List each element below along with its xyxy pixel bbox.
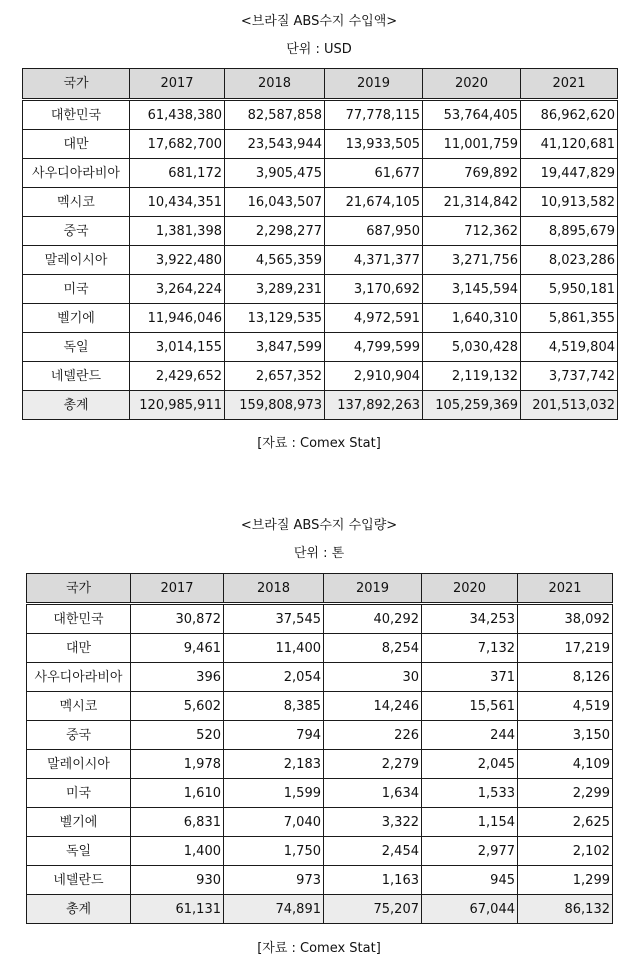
value-cell: 3,289,231 (225, 275, 325, 304)
country-cell: 대한민국 (27, 604, 131, 634)
value-cell: 2,298,277 (225, 217, 325, 246)
value-cell: 4,519,804 (521, 333, 618, 362)
table2-title: <브라질 ABS수지 수입량> (240, 518, 398, 533)
value-cell: 681,172 (130, 159, 225, 188)
value-cell: 3,905,475 (225, 159, 325, 188)
value-cell: 10,913,582 (521, 188, 618, 217)
table-header-row (27, 574, 613, 604)
value-cell: 8,895,679 (521, 217, 618, 246)
table-row (23, 188, 618, 217)
value-cell: 159,808,973 (225, 391, 325, 420)
column-header-year: 2018 (224, 574, 324, 604)
country-cell: 대만 (27, 634, 131, 663)
value-cell: 15,561 (422, 692, 518, 721)
value-cell: 7,040 (224, 808, 324, 837)
value-cell: 2,657,352 (225, 362, 325, 391)
table-header-row (23, 69, 618, 100)
value-cell: 520 (131, 721, 224, 750)
value-cell: 6,831 (131, 808, 224, 837)
table-row (27, 837, 613, 866)
value-cell: 21,314,842 (423, 188, 521, 217)
value-cell: 86,962,620 (521, 100, 618, 130)
table1-unit: 단위 : USD (286, 42, 352, 57)
value-cell: 2,977 (422, 837, 518, 866)
value-cell: 5,602 (131, 692, 224, 721)
value-cell: 11,946,046 (130, 304, 225, 333)
value-cell: 30,872 (131, 604, 224, 634)
value-cell: 945 (422, 866, 518, 895)
value-cell: 82,587,858 (225, 100, 325, 130)
table-row (23, 333, 618, 362)
column-header-year: 2021 (521, 69, 618, 100)
value-cell: 973 (224, 866, 324, 895)
value-cell: 2,454 (324, 837, 422, 866)
value-cell: 16,043,507 (225, 188, 325, 217)
value-cell: 74,891 (224, 895, 324, 924)
value-cell: 1,154 (422, 808, 518, 837)
table-row (27, 750, 613, 779)
value-cell: 67,044 (422, 895, 518, 924)
value-cell: 17,219 (518, 634, 613, 663)
value-cell: 86,132 (518, 895, 613, 924)
column-header-year: 2019 (325, 69, 423, 100)
value-cell: 712,362 (423, 217, 521, 246)
column-header-year: 2021 (518, 574, 613, 604)
value-cell: 2,102 (518, 837, 613, 866)
value-cell: 1,599 (224, 779, 324, 808)
value-cell: 10,434,351 (130, 188, 225, 217)
value-cell: 13,933,505 (325, 130, 423, 159)
country-cell: 총계 (27, 895, 131, 924)
value-cell: 41,120,681 (521, 130, 618, 159)
table-row (27, 634, 613, 663)
country-cell: 사우디아라비아 (23, 159, 130, 188)
column-header-year: 2020 (422, 574, 518, 604)
value-cell: 4,371,377 (325, 246, 423, 275)
table-row (23, 246, 618, 275)
table-row (23, 275, 618, 304)
table-row (23, 159, 618, 188)
country-cell: 중국 (27, 721, 131, 750)
table-row (27, 692, 613, 721)
table2-source: [자료 : Comex Stat] (257, 941, 381, 956)
value-cell: 120,985,911 (130, 391, 225, 420)
value-cell: 2,183 (224, 750, 324, 779)
value-cell: 2,119,132 (423, 362, 521, 391)
value-cell: 4,565,359 (225, 246, 325, 275)
value-cell: 61,677 (325, 159, 423, 188)
value-cell: 3,847,599 (225, 333, 325, 362)
country-cell: 말레이시아 (27, 750, 131, 779)
value-cell: 1,610 (131, 779, 224, 808)
value-cell: 11,400 (224, 634, 324, 663)
value-cell: 3,271,756 (423, 246, 521, 275)
table-row (23, 100, 618, 130)
value-cell: 8,385 (224, 692, 324, 721)
value-cell: 11,001,759 (423, 130, 521, 159)
value-cell: 2,910,904 (325, 362, 423, 391)
value-cell: 4,972,591 (325, 304, 423, 333)
value-cell: 3,737,742 (521, 362, 618, 391)
country-cell: 네델란드 (27, 866, 131, 895)
value-cell: 930 (131, 866, 224, 895)
column-header-country: 국가 (23, 69, 130, 100)
value-cell: 1,978 (131, 750, 224, 779)
column-header-year: 2017 (131, 574, 224, 604)
value-cell: 13,129,535 (225, 304, 325, 333)
table1-title: <브라질 ABS수지 수입액> (240, 14, 398, 29)
value-cell: 201,513,032 (521, 391, 618, 420)
column-header-year: 2018 (225, 69, 325, 100)
value-cell: 1,533 (422, 779, 518, 808)
country-cell: 멕시코 (23, 188, 130, 217)
column-header-year: 2020 (423, 69, 521, 100)
value-cell: 3,322 (324, 808, 422, 837)
value-cell: 226 (324, 721, 422, 750)
value-cell: 1,381,398 (130, 217, 225, 246)
country-cell: 독일 (23, 333, 130, 362)
value-cell: 8,023,286 (521, 246, 618, 275)
table-row (23, 304, 618, 333)
value-cell: 4,109 (518, 750, 613, 779)
country-cell: 사우디아라비아 (27, 663, 131, 692)
table-row (27, 663, 613, 692)
value-cell: 8,254 (324, 634, 422, 663)
value-cell: 1,400 (131, 837, 224, 866)
value-cell: 396 (131, 663, 224, 692)
value-cell: 4,519 (518, 692, 613, 721)
value-cell: 17,682,700 (130, 130, 225, 159)
value-cell: 75,207 (324, 895, 422, 924)
value-cell: 105,259,369 (423, 391, 521, 420)
value-cell: 21,674,105 (325, 188, 423, 217)
value-cell: 2,625 (518, 808, 613, 837)
value-cell: 61,438,380 (130, 100, 225, 130)
value-cell: 14,246 (324, 692, 422, 721)
value-cell: 9,461 (131, 634, 224, 663)
table-row (23, 362, 618, 391)
value-cell: 19,447,829 (521, 159, 618, 188)
value-cell: 37,545 (224, 604, 324, 634)
value-cell: 40,292 (324, 604, 422, 634)
value-cell: 2,054 (224, 663, 324, 692)
value-cell: 3,170,692 (325, 275, 423, 304)
country-cell: 말레이시아 (23, 246, 130, 275)
value-cell: 8,126 (518, 663, 613, 692)
column-header-country: 국가 (27, 574, 131, 604)
table-row (27, 808, 613, 837)
table-row (27, 779, 613, 808)
value-cell: 61,131 (131, 895, 224, 924)
value-cell: 3,145,594 (423, 275, 521, 304)
column-header-year: 2017 (130, 69, 225, 100)
value-cell: 4,799,599 (325, 333, 423, 362)
table-row (27, 604, 613, 634)
table-row (27, 721, 613, 750)
value-cell: 23,543,944 (225, 130, 325, 159)
value-cell: 371 (422, 663, 518, 692)
country-cell: 벨기에 (27, 808, 131, 837)
value-cell: 137,892,263 (325, 391, 423, 420)
country-cell: 멕시코 (27, 692, 131, 721)
total-row (27, 895, 613, 924)
value-cell: 2,299 (518, 779, 613, 808)
value-cell: 1,640,310 (423, 304, 521, 333)
value-cell: 3,150 (518, 721, 613, 750)
value-cell: 7,132 (422, 634, 518, 663)
import-volume-table (26, 573, 613, 924)
total-row (23, 391, 618, 420)
value-cell: 1,634 (324, 779, 422, 808)
table1-source: [자료 : Comex Stat] (257, 436, 381, 451)
value-cell: 30 (324, 663, 422, 692)
column-header-year: 2019 (324, 574, 422, 604)
table2-unit: 단위 : 톤 (293, 546, 345, 561)
value-cell: 77,778,115 (325, 100, 423, 130)
value-cell: 2,045 (422, 750, 518, 779)
value-cell: 1,163 (324, 866, 422, 895)
value-cell: 2,429,652 (130, 362, 225, 391)
country-cell: 대만 (23, 130, 130, 159)
import-value-table (22, 68, 618, 420)
value-cell: 5,861,355 (521, 304, 618, 333)
value-cell: 769,892 (423, 159, 521, 188)
value-cell: 244 (422, 721, 518, 750)
country-cell: 네델란드 (23, 362, 130, 391)
table-row (23, 217, 618, 246)
value-cell: 3,014,155 (130, 333, 225, 362)
value-cell: 3,264,224 (130, 275, 225, 304)
value-cell: 687,950 (325, 217, 423, 246)
table-row (23, 130, 618, 159)
value-cell: 794 (224, 721, 324, 750)
country-cell: 미국 (27, 779, 131, 808)
country-cell: 총계 (23, 391, 130, 420)
country-cell: 벨기에 (23, 304, 130, 333)
value-cell: 5,030,428 (423, 333, 521, 362)
country-cell: 독일 (27, 837, 131, 866)
value-cell: 38,092 (518, 604, 613, 634)
value-cell: 1,750 (224, 837, 324, 866)
country-cell: 대한민국 (23, 100, 130, 130)
table-row (27, 866, 613, 895)
value-cell: 5,950,181 (521, 275, 618, 304)
value-cell: 3,922,480 (130, 246, 225, 275)
value-cell: 2,279 (324, 750, 422, 779)
country-cell: 중국 (23, 217, 130, 246)
country-cell: 미국 (23, 275, 130, 304)
value-cell: 34,253 (422, 604, 518, 634)
value-cell: 53,764,405 (423, 100, 521, 130)
value-cell: 1,299 (518, 866, 613, 895)
